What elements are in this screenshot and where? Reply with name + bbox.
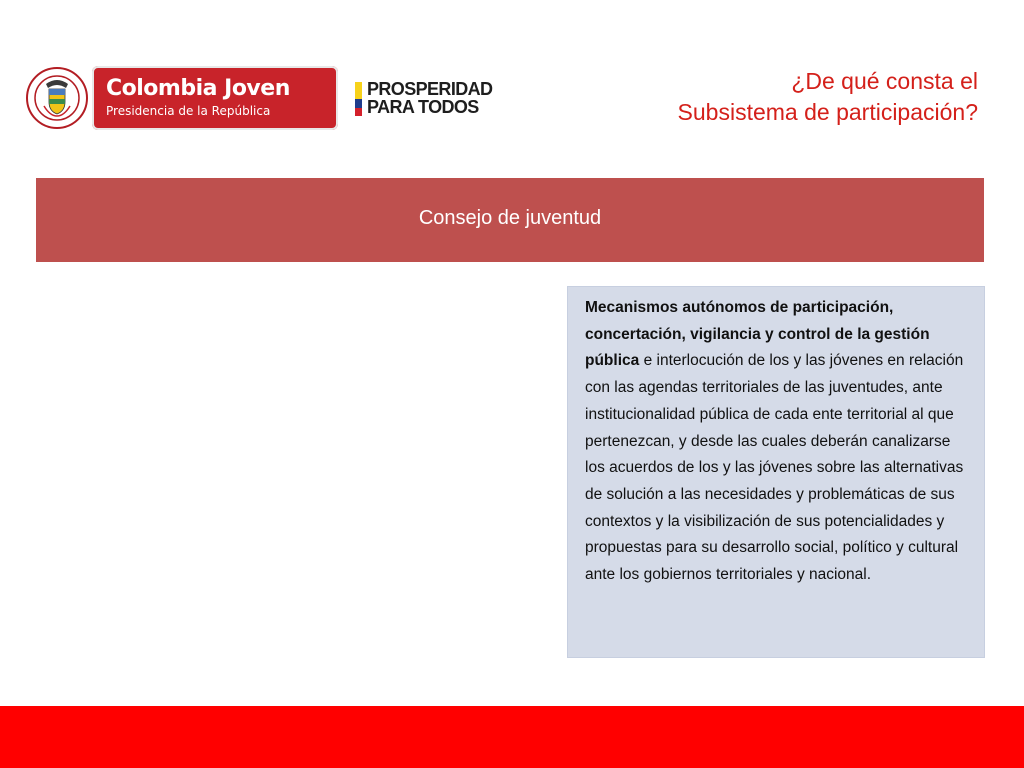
colombia-coat-of-arms-icon bbox=[24, 66, 90, 130]
colombia-joven-subtitle: Presidencia de la República bbox=[106, 104, 271, 118]
description-regular-text: e interlocución de los y las jóvenes en relación con las agendas territoriales de las juventudes, ante institucionalidad pública de cada ente territorial al que pertenezcan, y desde las cuales deberán canalizarse los acuerdos de los y las jóvenes sobre las alternativas de solución a las necesidades y problemáticas de sus contextos y la visibilización de sus potencialidades y propuestas para su desarrollo social, político y cultural ante los gobiernos territoriales y nacional. bbox=[585, 352, 964, 584]
page-title bbox=[558, 66, 978, 128]
page-title-line1: ¿De qué consta el bbox=[791, 68, 978, 94]
banner-label: Consejo de juventud bbox=[418, 207, 602, 229]
prosperidad-line2: PARA TODOS bbox=[367, 97, 479, 117]
colombia-joven-name: Colombia Joven bbox=[106, 76, 290, 101]
prosperidad-para-todos-logo bbox=[355, 80, 505, 120]
colombia-joven-logo bbox=[92, 66, 338, 130]
section-banner bbox=[36, 178, 984, 262]
prosperidad-line1: PROSPERIDAD bbox=[367, 79, 493, 99]
description-bold-text: Mecanismos autónomos de participación, concertación, vigilancia y control de la gestión pública bbox=[585, 299, 930, 370]
page-title-line2: Subsistema de participación? bbox=[677, 99, 978, 125]
colombia-seal-logo bbox=[24, 66, 90, 130]
description-box bbox=[567, 286, 985, 658]
description-text bbox=[585, 295, 973, 589]
footer-bar bbox=[0, 706, 1024, 768]
colombia-flag-bar-icon bbox=[355, 82, 362, 116]
